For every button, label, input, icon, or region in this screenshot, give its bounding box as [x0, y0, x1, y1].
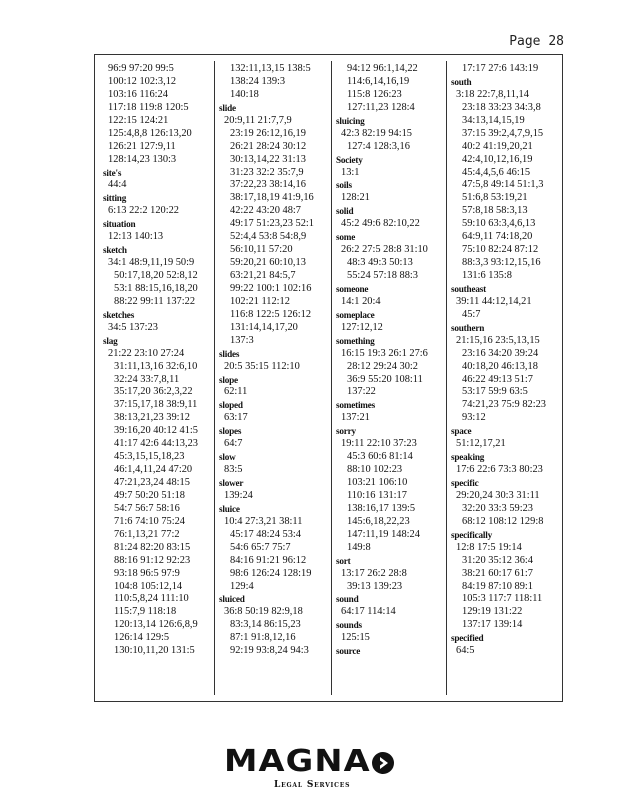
column-divider [331, 61, 332, 695]
reference-line-continued: 59:10 63:3,4,6,13 [462, 218, 536, 230]
index-headword: sometimes [336, 400, 376, 411]
reference-line: 117:18 119:8 120:5 [108, 101, 189, 113]
index-headword: speaking [451, 452, 485, 463]
page-number: Page 28 [509, 34, 564, 49]
reference-line: 12:13 140:13 [108, 231, 164, 243]
reference-line-continued: 54:7 56:7 58:16 [114, 502, 180, 514]
reference-line-continued: 48:3 49:3 50:13 [347, 257, 413, 269]
reference-line: 126:21 127:9,11 [108, 140, 176, 152]
index-column-3 [336, 63, 444, 658]
index-headword: sluiced [219, 594, 245, 605]
reference-line-continued: 53:1 88:15,16,18,20 [114, 282, 198, 294]
reference-line-continued: 42:22 43:20 48:7 [230, 205, 302, 217]
reference-line-continued: 104:8 105:12,14 [114, 580, 183, 592]
reference-line-continued: 88:10 102:23 [347, 464, 403, 476]
reference-line-continued: 71:6 74:10 75:24 [114, 515, 186, 527]
reference-line-continued: 40:18,20 46:13,18 [462, 360, 538, 372]
index-headword: sketches [103, 309, 135, 320]
index-headword: situation [103, 219, 136, 230]
reference-line-continued: 129:19 131:22 [462, 606, 523, 618]
reference-line-continued: 39:13 139:23 [347, 580, 403, 592]
reference-line: 13:1 [341, 166, 360, 178]
reference-line-continued: 102:21 112:12 [230, 295, 290, 307]
reference-line: 51:12,17,21 [456, 438, 506, 450]
reference-line-continued: 76:1,13,21 77:2 [114, 528, 180, 540]
reference-line-continued: 54:6 65:7 75:7 [230, 541, 291, 553]
reference-line-continued: 131:14,14,17,20 [230, 321, 298, 333]
reference-line: 20:5 35:15 112:10 [224, 360, 300, 372]
reference-line-continued: 127:11,23 128:4 [347, 101, 415, 113]
reference-line-continued: 32:20 33:3 59:23 [462, 502, 534, 514]
reference-line: 6:13 22:2 120:22 [108, 205, 180, 217]
reference-line: 34:1 48:9,11,19 50:9 [108, 257, 195, 269]
reference-line: 96:9 97:20 99:5 [108, 63, 174, 74]
index-headword: slower [219, 478, 244, 488]
reference-line: 21:15,16 23:5,13,15 [456, 334, 540, 346]
reference-line-continued: 32:24 33:7,8,11 [114, 373, 180, 385]
reference-line-continued: 37:15,17,18 38:9,11 [114, 399, 198, 411]
reference-line-continued: 114:6,14,16,19 [347, 75, 410, 87]
reference-line-continued: 64:9,11 74:18,20 [462, 231, 533, 243]
reference-line-continued: 88:16 91:12 92:23 [114, 554, 191, 566]
reference-line-continued: 46:1,4,11,24 47:20 [114, 464, 193, 476]
reference-line: 3:18 22:7,8,11,14 [456, 88, 529, 100]
reference-line-continued: 115:7,9 118:18 [114, 606, 177, 618]
index-headword: sluice [219, 503, 240, 514]
reference-line: 63:17 [224, 412, 248, 424]
reference-line-continued: 52:4,4 53:8 54:8,9 [230, 231, 307, 243]
reference-line-continued: 45:17 48:24 53:4 [230, 528, 302, 540]
index-headword: sitting [103, 193, 127, 204]
reference-line-continued: 37:22,23 38:14,16 [230, 179, 306, 191]
reference-line: 64:5 [456, 645, 475, 657]
index-headword: southern [451, 322, 485, 333]
reference-line-continued: 34:13,14,15,19 [462, 114, 525, 126]
reference-line: 10:4 27:3,21 38:11 [224, 515, 303, 527]
reference-line-continued: 55:24 57:18 88:3 [347, 270, 419, 281]
reference-line-continued: 75:10 82:24 87:12 [462, 244, 539, 256]
reference-line-continued: 131:6 135:8 [462, 270, 512, 281]
reference-line-continued: 92:19 93:8,24 94:3 [230, 645, 309, 657]
reference-line-continued: 116:8 122:5 126:12 [230, 308, 312, 320]
index-headword: sluicing [336, 115, 365, 126]
reference-line-continued: 49:17 51:23,23 52:1 [230, 218, 314, 230]
index-headword: specific [451, 478, 479, 488]
reference-line-continued: 59:20,21 60:10,13 [230, 257, 306, 269]
reference-line-continued: 138:24 139:3 [230, 75, 286, 87]
reference-line-continued: 126:14 129:5 [114, 632, 170, 644]
reference-line-continued: 84:19 87:10 89:1 [462, 580, 534, 592]
arrow-circle-icon [372, 752, 394, 774]
index-headword: source [336, 646, 361, 657]
reference-line: 64:17 114:14 [341, 606, 396, 618]
reference-line: 14:1 20:4 [341, 295, 381, 307]
index-headword: slide [219, 102, 236, 113]
reference-line: 139:24 [224, 489, 253, 501]
reference-line: 12:8 17:5 19:14 [456, 541, 522, 553]
brand-logo [224, 744, 396, 796]
reference-line-continued: 53:17 59:9 63:5 [462, 386, 528, 398]
reference-line-continued: 49:7 50:20 51:18 [114, 489, 186, 501]
reference-line: 125:15 [341, 632, 370, 644]
brand-tagline: Legal Services [274, 780, 351, 790]
index-headword: slopes [219, 426, 242, 437]
index-headword: specifically [451, 529, 492, 540]
reference-line-continued: 84:16 91:21 96:12 [230, 554, 307, 566]
reference-line: 83:5 [224, 464, 243, 476]
word-index-table [94, 54, 563, 702]
reference-line: 128:14,23 130:3 [108, 153, 177, 165]
reference-line-continued: 68:12 108:12 129:8 [462, 515, 544, 527]
reference-line-continued: 23:16 34:20 39:24 [462, 347, 539, 359]
index-headword: sloped [219, 400, 243, 411]
reference-line: 44:4 [108, 179, 127, 191]
reference-line-continued: 115:8 126:23 [347, 88, 402, 100]
reference-line: 103:16 116:24 [108, 88, 168, 100]
reference-line-continued: 47:5,8 49:14 51:1,3 [462, 179, 544, 191]
reference-line: 62:11 [224, 386, 248, 398]
reference-line: 42:3 82:19 94:15 [341, 127, 413, 139]
reference-line-continued: 132:11,13,15 138:5 [230, 63, 311, 74]
index-headword: sorry [336, 426, 356, 437]
index-headword: space [451, 426, 472, 437]
column-divider [214, 61, 215, 695]
index-headword: southeast [451, 283, 486, 294]
reference-line-continued: 23:19 26:12,16,19 [230, 127, 306, 139]
index-headword: sounds [336, 620, 362, 631]
reference-line-continued: 93:18 96:5 97:9 [114, 567, 180, 579]
reference-line-continued: 26:21 28:24 30:12 [230, 140, 307, 152]
reference-line-continued: 38:21 60:17 61:7 [462, 567, 534, 579]
reference-line-continued: 46:22 49:13 51:7 [462, 373, 534, 385]
reference-line: 29:20,24 30:3 31:11 [456, 489, 540, 501]
reference-line: 127:12,12 [341, 321, 383, 333]
reference-line-continued: 47:21,23,24 48:15 [114, 477, 190, 488]
reference-line: 128:21 [341, 192, 370, 204]
reference-line-continued: 31:20 35:12 36:4 [462, 554, 534, 566]
reference-line-continued: 137:17 139:14 [462, 619, 523, 631]
reference-line-continued: 137:3 [230, 334, 254, 346]
reference-line: 39:11 44:12,14,21 [456, 295, 532, 307]
index-headword: sketch [103, 245, 127, 256]
reference-line-continued: 94:12 96:1,14,22 [347, 63, 418, 74]
brand-wordmark: MAGNA [224, 744, 371, 779]
reference-line: 122:15 124:21 [108, 114, 169, 126]
reference-line: 13:17 26:2 28:8 [341, 567, 407, 579]
index-headword: slow [219, 452, 236, 463]
reference-line-continued: 38:13,21,23 39:12 [114, 412, 190, 424]
reference-line-continued: 23:18 33:23 34:3,8 [462, 101, 541, 113]
reference-line-continued: 98:6 126:24 128:19 [230, 567, 312, 579]
index-column-4 [451, 63, 559, 658]
reference-line-continued: 36:9 55:20 108:11 [347, 373, 423, 385]
index-headword: slope [219, 374, 238, 385]
reference-line-continued: 42:4,10,12,16,19 [462, 153, 533, 165]
index-headword: south [451, 76, 472, 87]
reference-line: 137:21 [341, 412, 370, 424]
reference-line: 36:8 50:19 82:9,18 [224, 606, 303, 618]
reference-line: 45:2 49:6 82:10,22 [341, 218, 420, 230]
reference-line-continued: 83:3,14 86:15,23 [230, 619, 301, 631]
reference-line-continued: 51:6,8 53:19,21 [462, 192, 528, 204]
reference-line-continued: 127:4 128:3,16 [347, 140, 410, 152]
reference-line-continued: 63:21,21 84:5,7 [230, 270, 296, 281]
reference-line-continued: 81:24 82:20 83:15 [114, 541, 191, 553]
reference-line: 125:4,8,8 126:13,20 [108, 127, 192, 139]
reference-line-continued: 50:17,18,20 52:8,12 [114, 270, 198, 281]
reference-line-continued: 38:17,18,19 41:9,16 [230, 192, 314, 204]
index-headword: sound [336, 594, 359, 605]
index-headword: someplace [336, 309, 375, 320]
reference-line-continued: 74:21,23 75:9 82:23 [462, 399, 546, 411]
index-headword: specified [451, 633, 484, 644]
reference-line-continued: 45:7 [462, 308, 481, 320]
reference-line-continued: 56:10,11 57:20 [230, 244, 293, 256]
index-headword: some [336, 232, 356, 243]
reference-line: 16:15 19:3 26:1 27:6 [341, 347, 428, 359]
reference-line-continued: 37:15 39:2,4,7,9,15 [462, 127, 544, 139]
reference-line-continued: 93:12 [462, 412, 486, 424]
reference-line-continued: 147:11,19 148:24 [347, 528, 420, 540]
reference-line: 64:7 [224, 438, 243, 450]
reference-line: 17:6 22:6 73:3 80:23 [456, 464, 543, 476]
index-headword: sort [336, 555, 351, 566]
index-headword: slides [219, 348, 240, 359]
index-headword: slag [103, 335, 118, 346]
reference-line-continued: 30:13,14,22 31:13 [230, 153, 306, 165]
reference-line-continued: 45:4,4,5,6 46:15 [462, 166, 531, 178]
reference-line-continued: 145:6,18,22,23 [347, 515, 410, 527]
reference-line: 19:11 22:10 37:23 [341, 438, 417, 450]
reference-line-continued: 35:17,20 36:2,3,22 [114, 386, 193, 398]
index-headword: site's [103, 167, 122, 178]
reference-line-continued: 149:8 [347, 541, 371, 553]
reference-line-continued: 137:22 [347, 386, 376, 398]
reference-line-continued: 39:16,20 40:12 41:5 [114, 425, 198, 437]
reference-line-continued: 129:4 [230, 580, 254, 592]
reference-line-continued: 140:18 [230, 88, 259, 100]
reference-line: 34:5 137:23 [108, 321, 158, 333]
reference-line-continued: 88:22 99:11 137:22 [114, 295, 196, 307]
index-headword: something [336, 335, 375, 346]
column-divider [446, 61, 447, 695]
index-column-2 [219, 63, 327, 658]
reference-line-continued: 87:1 91:8,12,16 [230, 632, 296, 644]
reference-line-continued: 110:5,8,24 111:10 [114, 593, 189, 605]
reference-line-continued: 45:3 60:6 81:14 [347, 451, 413, 463]
reference-line-continued: 31:11,13,16 32:6,10 [114, 360, 198, 372]
index-headword: soils [336, 180, 352, 191]
reference-line: 21:22 23:10 27:24 [108, 347, 185, 359]
reference-line-continued: 41:17 42:6 44:13,23 [114, 438, 198, 450]
reference-line-continued: 130:10,11,20 131:5 [114, 645, 195, 657]
reference-line-continued: 103:21 106:10 [347, 477, 408, 488]
reference-line: 100:12 102:3,12 [108, 75, 177, 87]
reference-line-continued: 57:8,18 58:3,13 [462, 205, 528, 217]
reference-line-continued: 31:23 32:2 35:7,9 [230, 166, 304, 178]
reference-line-continued: 17:17 27:6 143:19 [462, 63, 539, 74]
index-headword: someone [336, 283, 369, 294]
reference-line-continued: 88:3,3 93:12,15,16 [462, 257, 541, 269]
reference-line-continued: 45:3,15,15,18,23 [114, 451, 185, 463]
index-column-1 [103, 63, 211, 658]
reference-line-continued: 40:2 41:19,20,21 [462, 140, 533, 152]
reference-line: 20:9,11 21:7,7,9 [224, 114, 292, 126]
index-headword: Society [336, 154, 363, 165]
reference-line: 26:2 27:5 28:8 31:10 [341, 244, 428, 256]
reference-line-continued: 120:13,14 126:6,8,9 [114, 619, 198, 631]
reference-line-continued: 99:22 100:1 102:16 [230, 282, 312, 294]
index-headword: solid [336, 206, 354, 217]
reference-line-continued: 28:12 29:24 30:2 [347, 360, 419, 372]
reference-line-continued: 105:3 117:7 118:11 [462, 593, 543, 605]
reference-line-continued: 138:16,17 139:5 [347, 502, 416, 514]
reference-line-continued: 110:16 131:17 [347, 489, 407, 501]
